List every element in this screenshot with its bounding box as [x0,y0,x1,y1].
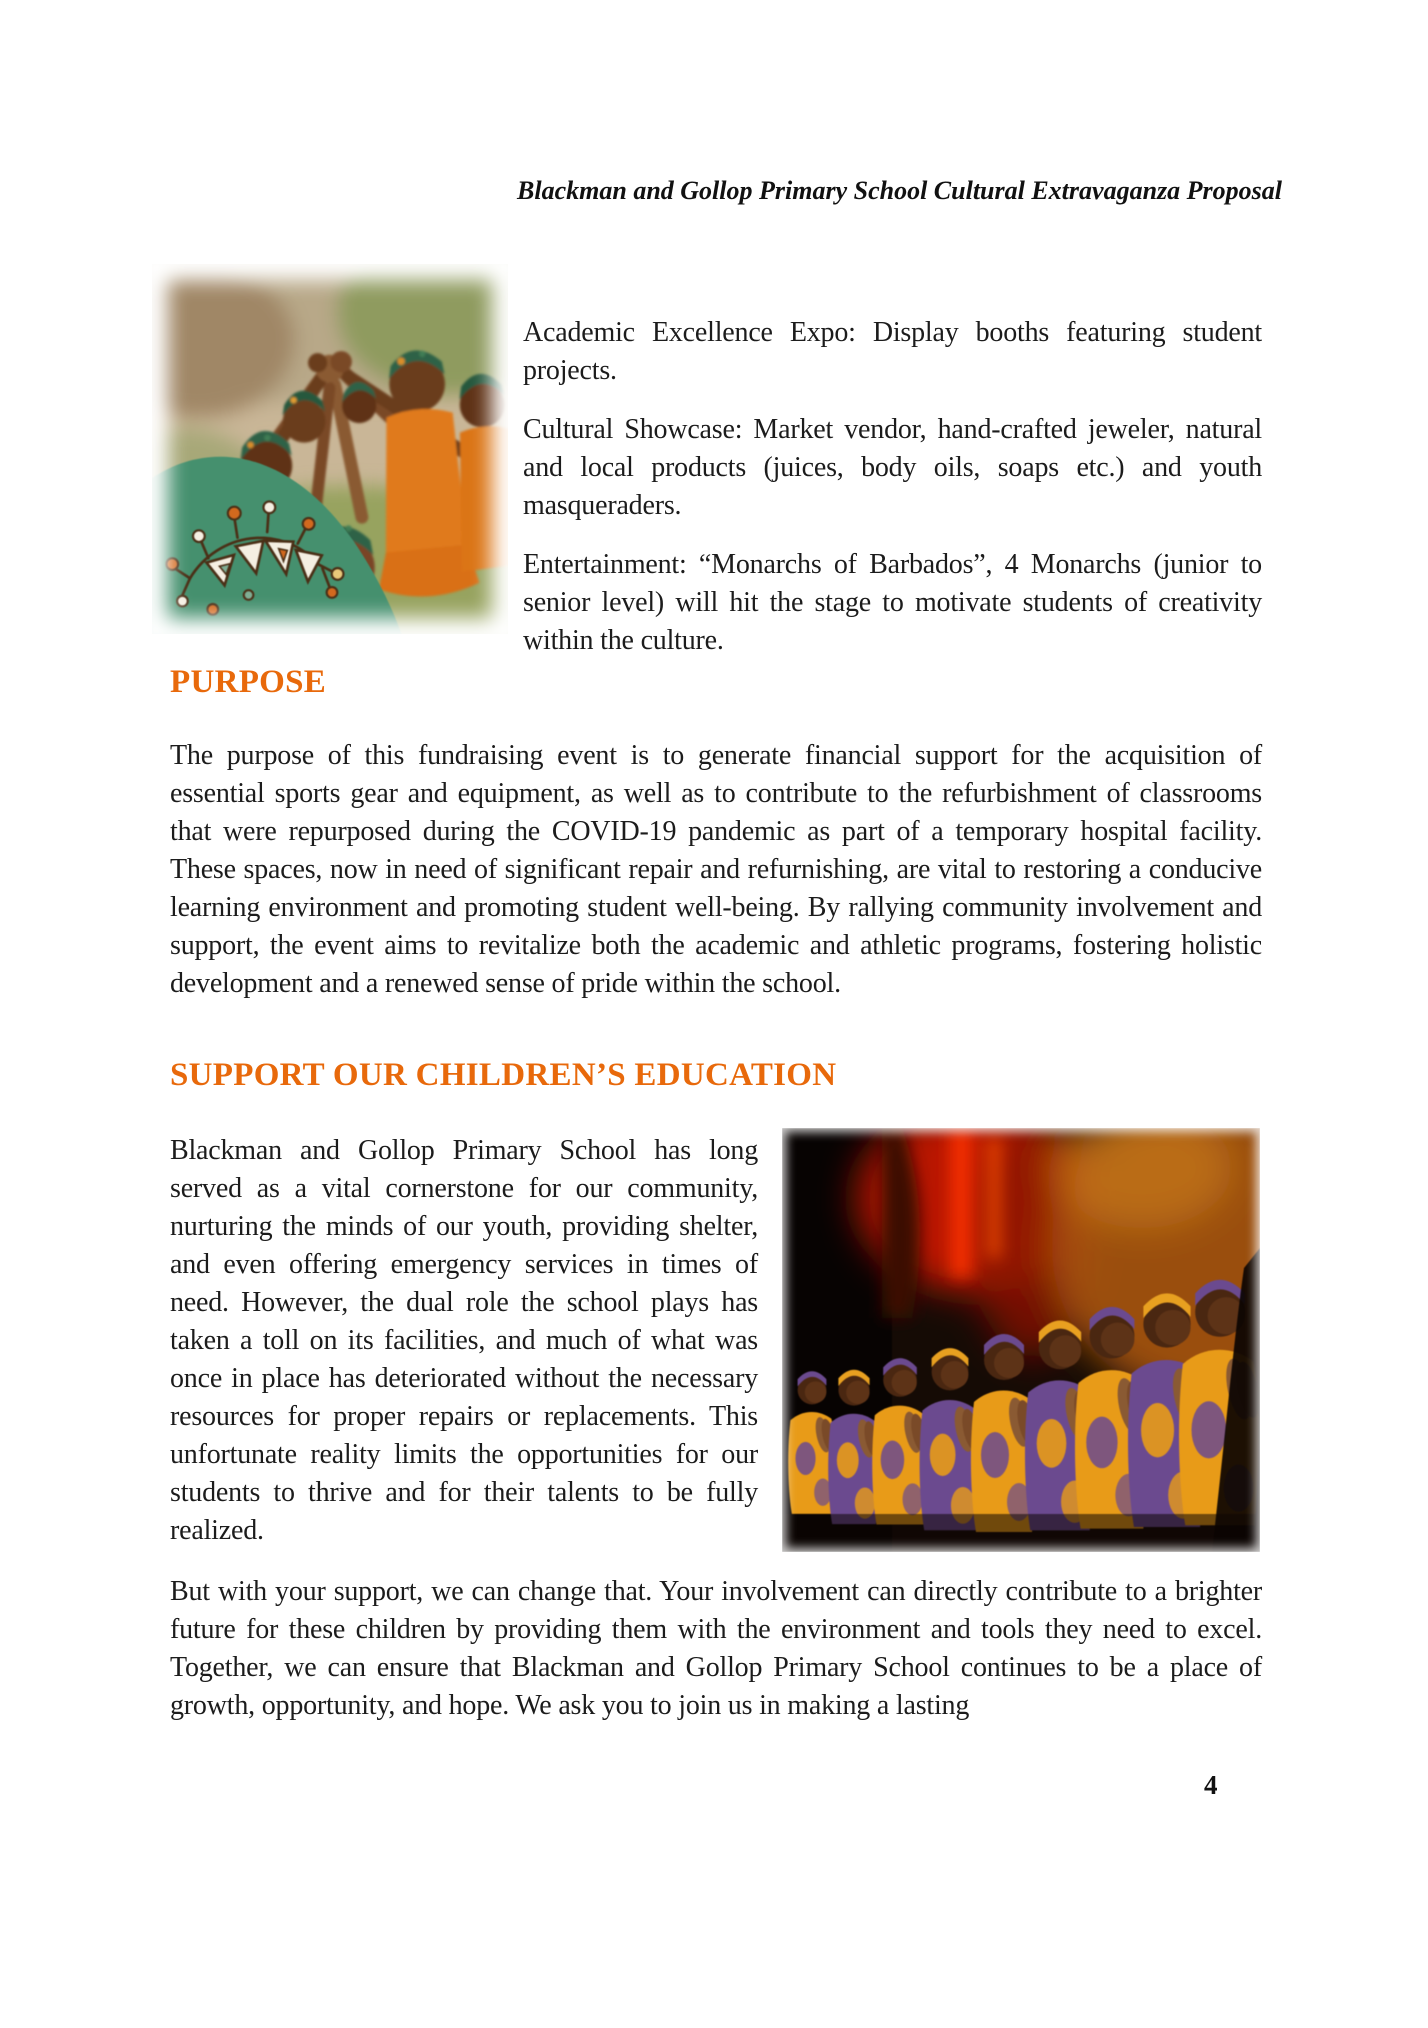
intro-item-academic-expo: Academic Excellence Expo: Display booths featuring student projects. [523,317,1262,386]
children-highfive-photo [152,264,508,634]
children-choir-illustration [782,1128,1260,1552]
purpose-section-heading: PURPOSE [170,664,327,700]
document-header-title: Blackman and Gollop Primary School Cultural Extravaganza Proposal [517,176,1282,205]
support-section-heading: SUPPORT OUR CHILDREN’S EDUCATION [170,1057,837,1093]
children-choir-photo [782,1128,1260,1552]
page-number: 4 [1204,1770,1218,1800]
purpose-section-body: The purpose of this fundraising event is to generate financial support for the acquisition of essential sports gear and equipment, as well as to contribute to the refurbishment of classrooms that were repurposed during the COVID-19 pandemic as part of a temporary hospital facility. These spaces, now in need of significant repair and refurnishing, are vital to restoring a conducive learning environment and promoting student well-being. By rallying community involvement and support, the event aims to revitalize both the academic and athletic programs, fostering holistic development and a renewed sense of pride within the school. [170,740,1262,999]
support-section-left-column: Blackman and Gollop Primary School has long served as a vital cornerstone for our community, nurturing the minds of our youth, providing shelter, and even offering emergency services in times of need. However, the dual role the school plays has taken a toll on its facilities, and much of what was once in place has deteriorated without the necessary resources for proper repairs or replacements. This unfortunate reality limits the opportunities for our students to thrive and for their talents to be fully realized. [170,1135,758,1546]
intro-item-cultural-showcase: Cultural Showcase: Market vendor, hand-crafted jeweler, natural and local products (juices, body oils, soaps etc.) and youth masqueraders. [523,414,1262,521]
intro-paragraphs [523,314,1262,681]
support-section-closing-paragraph: But with your support, we can change that. Your involvement can directly contribute to a brighter future for these children by providing them with the environment and tools they need to excel. Together, we can ensure that Blackman and Gollop Primary School continues to be a place of growth, opportunity, and hope. We ask you to join us in making a lasting [170,1576,1262,1721]
children-highfive-illustration [152,264,508,634]
intro-item-entertainment: Entertainment: “Monarchs of Barbados”, 4 Monarchs (junior to senior level) will hit the stage to motivate students of creativity within the culture. [523,549,1262,656]
